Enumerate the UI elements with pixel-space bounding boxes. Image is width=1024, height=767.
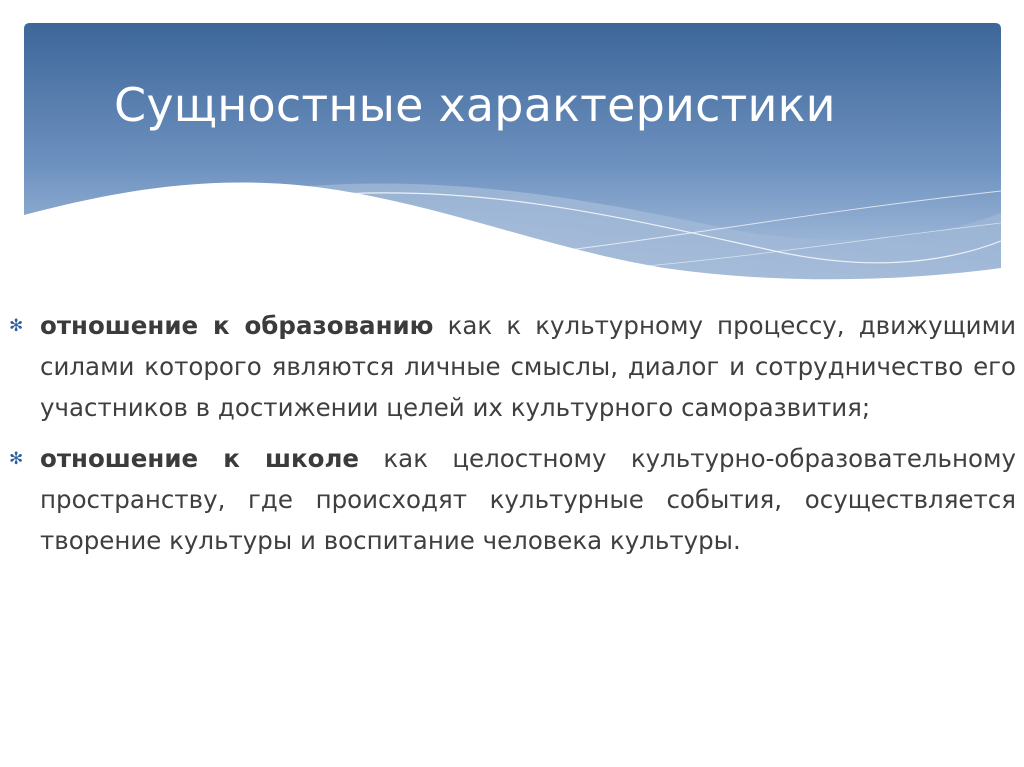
bullet-term: отношение к образованию (40, 311, 434, 340)
bullet-item-education (8, 305, 1016, 428)
asterisk-icon: ✻ (9, 449, 24, 469)
bullet-item-school (8, 438, 1016, 561)
bullet-term: отношение к школе (40, 444, 360, 473)
bullet-text (40, 438, 1016, 561)
title-banner (24, 23, 1001, 285)
bullet-text (40, 305, 1016, 428)
bullet-list (8, 305, 1016, 571)
asterisk-icon: ✻ (9, 316, 24, 336)
wave-banner-graphic (24, 23, 1001, 285)
bullet-description: как целостному культурно-образовательному пространству, где происходят культурные события, осуществляется творение культуры и воспитание человека культуры. (40, 444, 1016, 555)
bullet-description: как к культурному процессу, движущими силами которого являются личные смыслы, диалог и сотрудничество его участников в достижении целей их культурного саморазвития; (40, 311, 1016, 422)
slide-title: Сущностные характеристики (114, 78, 836, 132)
